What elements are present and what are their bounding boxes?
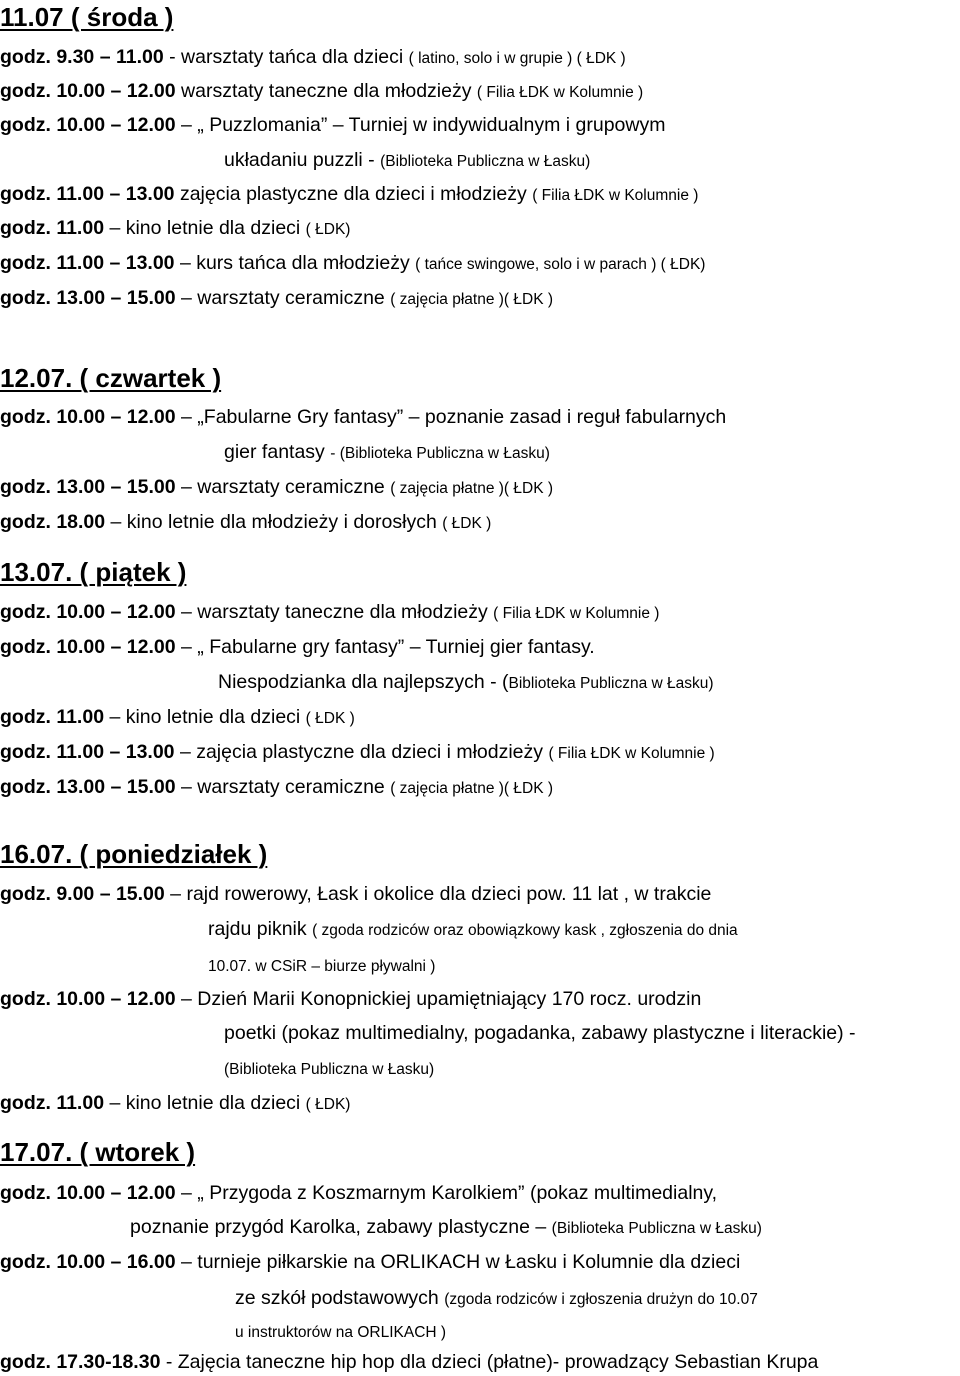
entry-text: – kino letnie dla młodzieży i dorosłych <box>105 511 443 533</box>
entry-text: – rajd rowerowy, Łask i okolice dla dzieci pow. 11 lat , w trakcie <box>164 883 712 905</box>
entry-text: – warsztaty ceramiczne <box>175 287 391 309</box>
entry-time: godz. 10.00 – 12.00 <box>0 114 176 136</box>
entry-text: – warsztaty taneczne dla młodzieży <box>175 601 494 623</box>
entry-time: godz. 10.00 – 12.00 <box>0 601 176 623</box>
schedule-entry <box>0 740 715 766</box>
schedule-entry-continuation <box>224 148 590 174</box>
schedule-entry <box>0 113 665 139</box>
entry-note: 10.07. w CSiR – biurze pływalni ) <box>208 958 436 975</box>
day-heading: 16.07. ( poniedziałek ) <box>0 839 268 869</box>
entry-time: godz. 9.30 – 11.00 <box>0 46 164 68</box>
entry-text: – turnieje piłkarskie na ORLIKACH w Łasku i Kolumnie dla dzieci <box>175 1251 741 1273</box>
entry-note: ( tańce swingowe, solo i w parach ) ( ŁDK) <box>415 256 706 273</box>
entry-note: u instruktorów na ORLIKACH ) <box>235 1324 447 1341</box>
entry-text: – „ Fabularne gry fantasy” – Turniej gier fantasy. <box>175 636 595 658</box>
day-heading: 12.07. ( czwartek ) <box>0 363 222 393</box>
schedule-entry <box>0 635 595 661</box>
entry-text: - warsztaty tańca dla dzieci <box>163 46 409 68</box>
entry-time: godz. 10.00 – 12.00 <box>0 636 176 658</box>
schedule-entry <box>0 79 643 105</box>
day-heading: 13.07. ( piątek ) <box>0 557 187 587</box>
entry-time: godz. 11.00 <box>0 217 105 239</box>
entry-text: warsztaty taneczne dla młodzieży <box>175 80 477 102</box>
entry-note: (Biblioteka Publiczna w Łasku) <box>551 1220 762 1237</box>
entry-time: godz. 11.00 <box>0 1092 105 1114</box>
entry-time: godz. 11.00 – 13.00 <box>0 741 175 763</box>
entry-text: Niespodzianka dla najlepszych - ( <box>218 671 509 693</box>
day-heading: 11.07 ( środa ) <box>0 2 174 32</box>
entry-text: – kino letnie dla dzieci <box>104 706 306 728</box>
day-heading: 17.07. ( wtorek ) <box>0 1137 196 1167</box>
schedule-entry-continuation <box>208 953 435 979</box>
entry-text: – „Fabularne Gry fantasy” – poznanie zasad i reguł fabularnych <box>175 406 727 428</box>
entry-text: układaniu puzzli - <box>224 149 381 171</box>
entry-time: godz. 18.00 <box>0 511 106 533</box>
schedule-entry <box>0 775 553 801</box>
entry-time: godz. 17.30-18.30 <box>0 1351 161 1373</box>
entry-time: godz. 11.00 – 13.00 <box>0 252 175 274</box>
schedule-entry <box>0 705 355 731</box>
entry-text: – kurs tańca dla młodzieży <box>174 252 416 274</box>
entry-text: – warsztaty ceramiczne <box>175 776 391 798</box>
schedule-entry-continuation <box>224 440 550 466</box>
schedule-entry-continuation <box>235 1319 446 1345</box>
entry-note: ( Filia ŁDK w Kolumnie ) <box>532 187 699 204</box>
entry-note: ( zajęcia płatne )( ŁDK ) <box>390 291 553 308</box>
entry-time: godz. 13.00 – 15.00 <box>0 287 176 309</box>
schedule-entry <box>0 45 626 71</box>
schedule-entry <box>0 286 553 312</box>
schedule-entry-continuation <box>235 1286 758 1312</box>
entry-note: ( ŁDK ) <box>442 515 492 532</box>
schedule-entry <box>0 405 726 431</box>
entry-time: godz. 13.00 – 15.00 <box>0 476 176 498</box>
entry-time: godz. 10.00 – 12.00 <box>0 80 176 102</box>
schedule-entry <box>0 1181 717 1207</box>
schedule-entry-continuation <box>224 1021 856 1045</box>
entry-note: - (Biblioteka Publiczna w Łasku) <box>330 445 550 462</box>
entry-note: ( Filia ŁDK w Kolumnie ) <box>548 745 715 762</box>
entry-text: – kino letnie dla dzieci <box>104 1092 306 1114</box>
entry-time: godz. 11.00 – 13.00 <box>0 183 175 205</box>
entry-note: ( ŁDK) <box>305 221 351 238</box>
entry-text: – Dzień Marii Konopnickiej upamiętniający 170 rocz. urodzin <box>175 988 702 1010</box>
entry-text: – kino letnie dla dzieci <box>104 217 306 239</box>
entry-note: (Biblioteka Publiczna w Łasku) <box>380 153 591 170</box>
entry-text: – zajęcia plastyczne dla dzieci i młodzieży <box>174 741 549 763</box>
entry-note: ( zajęcia płatne )( ŁDK ) <box>390 780 553 797</box>
schedule-entry <box>0 1250 740 1276</box>
entry-note: ( ŁDK) <box>305 1096 351 1113</box>
entry-time: godz. 10.00 – 12.00 <box>0 988 176 1010</box>
entry-note: (Biblioteka Publiczna w Łasku) <box>224 1061 435 1078</box>
entry-text: poznanie przygód Karolka, zabawy plastyczne – <box>130 1216 552 1238</box>
entry-time: godz. 10.00 – 12.00 <box>0 406 176 428</box>
entry-text: - Zajęcia taneczne hip hop dla dzieci (płatne)- prowadzący Sebastian Krupa <box>160 1351 819 1373</box>
entry-text: ze szkół podstawowych <box>235 1287 445 1309</box>
schedule-entry <box>0 600 659 626</box>
schedule-entry <box>0 510 491 536</box>
schedule-entry <box>0 987 701 1013</box>
schedule-entry-continuation <box>218 670 714 696</box>
entry-text: – „ Puzzlomania” – Turniej w indywidualnym i grupowym <box>175 114 666 136</box>
entry-text: rajdu piknik <box>208 918 313 940</box>
schedule-entry-continuation <box>130 1215 762 1241</box>
schedule-entry <box>0 1350 818 1376</box>
entry-note: ( latino, solo i w grupie ) ( ŁDK ) <box>408 50 626 67</box>
entry-text: – „ Przygoda z Koszmarnym Karolkiem” (pokaz multimedialny, <box>175 1182 718 1204</box>
schedule-entry <box>0 216 350 242</box>
entry-text: zajęcia plastyczne dla dzieci i młodzieży <box>174 183 533 205</box>
schedule-entry <box>0 182 698 208</box>
entry-time: godz. 10.00 – 12.00 <box>0 1182 176 1204</box>
entry-note: ( zgoda rodziców oraz obowiązkowy kask , zgłoszenia do dnia <box>312 922 738 939</box>
entry-note: ( ŁDK ) <box>305 710 355 727</box>
entry-text: gier fantasy <box>224 441 331 463</box>
entry-time: godz. 10.00 – 16.00 <box>0 1251 176 1273</box>
entry-note: ( Filia ŁDK w Kolumnie ) <box>476 84 644 101</box>
entry-note: Biblioteka Publiczna w Łasku) <box>508 675 714 692</box>
schedule-entry <box>0 882 711 908</box>
entry-note: ( zajęcia płatne )( ŁDK ) <box>390 480 553 497</box>
entry-time: godz. 13.00 – 15.00 <box>0 776 176 798</box>
schedule-entry <box>0 1091 350 1117</box>
schedule-entry <box>0 475 553 501</box>
entry-text: – warsztaty ceramiczne <box>175 476 391 498</box>
entry-time: godz. 9.00 – 15.00 <box>0 883 165 905</box>
schedule-entry-continuation <box>224 1056 434 1082</box>
entry-text: poetki (pokaz multimedialny, pogadanka, zabawy plastyczne i literackie) - <box>224 1022 856 1044</box>
entry-note: (zgoda rodziców i zgłoszenia drużyn do 10.07 <box>444 1291 758 1308</box>
entry-note: ( Filia ŁDK w Kolumnie ) <box>493 605 660 622</box>
schedule-entry-continuation <box>208 917 738 943</box>
entry-time: godz. 11.00 <box>0 706 105 728</box>
schedule-entry <box>0 251 705 277</box>
